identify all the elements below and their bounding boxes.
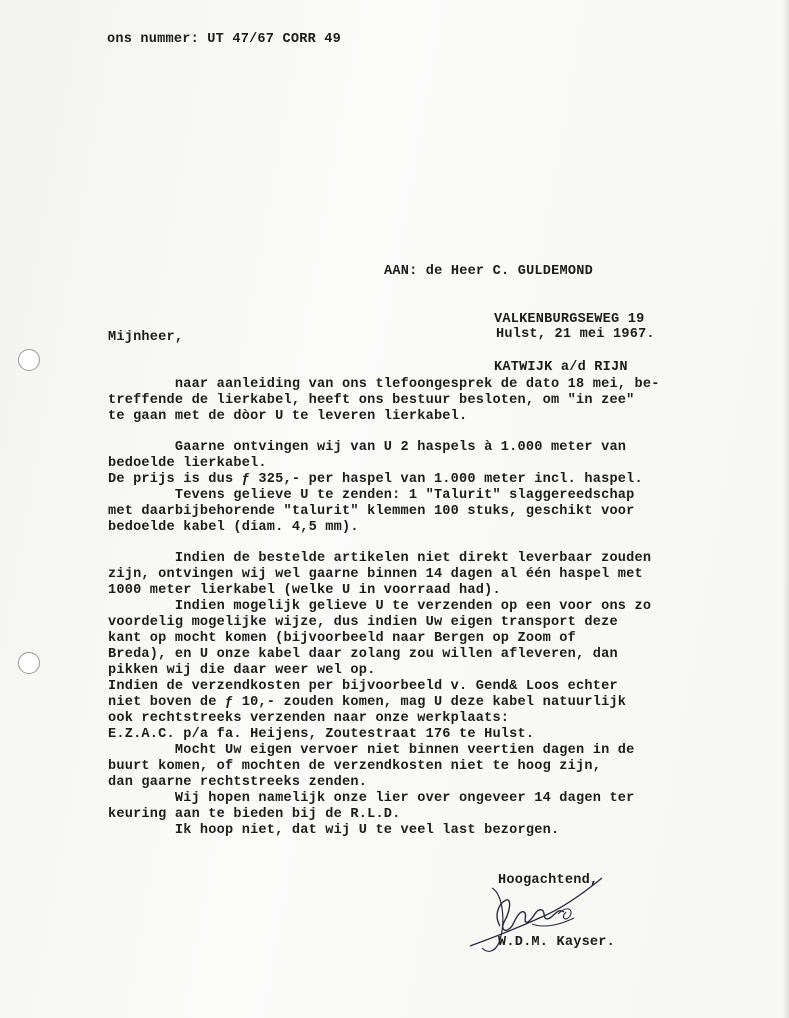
body-line: bedoelde lierkabel.: [108, 456, 267, 471]
body-line: 1000 meter lierkabel (welke U in voorraad had).: [108, 583, 501, 598]
body-line: Tevens gelieve U te zenden: 1 "Talurit" slaggereedschap: [108, 488, 635, 503]
signature-image: [462, 868, 612, 968]
body-line: Ik hoop niet, dat wij U te veel last bezorgen.: [108, 823, 560, 838]
body-line: E.Z.A.C. p/a fa. Heijens, Zoutestraat 176 te Hulst.: [108, 727, 535, 742]
body-line: Indien de bestelde artikelen niet direkt leverbaar zouden: [108, 551, 652, 566]
body-line: kant op mocht komen (bijvoorbeeld naar Bergen op Zoom of: [108, 631, 577, 646]
recipient-line: KATWIJK a/d RIJN: [494, 360, 628, 375]
paragraph-gap: [108, 536, 660, 551]
body-line: te gaan met de dòor U te leveren lierkabel.: [108, 409, 468, 424]
body-line: voordelig mogelijke wijze, dus indien Uw eigen transport deze: [108, 615, 618, 630]
body-line: ook rechtstreeks verzenden naar onze werkplaats:: [108, 711, 510, 726]
body-line: naar aanleiding van ons tlefoongesprek de dato 18 mei, be-: [108, 377, 660, 392]
body-line: Gaarne ontvingen wij van U 2 haspels à 1.000 meter van: [108, 440, 627, 455]
closing: Hoogachtend,: [498, 873, 599, 888]
recipient-line: VALKENBURGSEWEG 19: [494, 312, 645, 327]
signer-name: W.D.M. Kayser.: [498, 935, 616, 950]
body-line: niet boven de ƒ 10,- zouden komen, mag U deze kabel natuurlijk: [108, 695, 627, 710]
salutation: Mijnheer,: [108, 330, 184, 345]
body-line: keuring aan te bieden bij de R.L.D.: [108, 807, 401, 822]
body-line: met daarbijbehorende "talurit" klemmen 100 stuks, geschikt voor: [108, 504, 635, 519]
body-line: buurt komen, of mochten de verzendkosten niet te hoog zijn,: [108, 759, 602, 774]
body-line: Mocht Uw eigen vervoer niet binnen veertien dagen in de: [108, 743, 635, 758]
reference-number: ons nummer: UT 47/67 CORR 49: [107, 32, 342, 47]
paragraph-gap: [108, 425, 660, 440]
body-line: Indien de verzendkosten per bijvoorbeeld v. Gend& Loos echter: [108, 679, 618, 694]
body-line: bedoelde kabel (diam. 4,5 mm).: [108, 520, 359, 535]
body-line: Indien mogelijk gelieve U te verzenden op een voor ons zo: [108, 599, 652, 614]
recipient-line: AAN: de Heer C. GULDEMOND: [384, 264, 593, 279]
body-line: De prijs is dus ƒ 325,- per haspel van 1.000 meter incl. haspel.: [108, 472, 643, 487]
body-line: Breda), en U onze kabel daar zolang zou willen afleveren, dan: [108, 647, 618, 662]
body-line: dan gaarne rechtstreeks zenden.: [108, 775, 368, 790]
body-line: zijn, ontvingen wij wel gaarne binnen 14 dagen al één haspel met: [108, 567, 643, 582]
body-line: pikken wij die daar weer wel op.: [108, 663, 376, 678]
letter-body: [108, 377, 660, 839]
punch-hole: [18, 349, 40, 371]
body-line: Wij hopen namelijk onze lier over ongeveer 14 dagen ter: [108, 791, 635, 806]
place-date: Hulst, 21 mei 1967.: [496, 327, 655, 342]
punch-hole: [18, 652, 40, 674]
body-line: treffende de lierkabel, heeft ons bestuur besloten, om "in zee": [108, 393, 635, 408]
